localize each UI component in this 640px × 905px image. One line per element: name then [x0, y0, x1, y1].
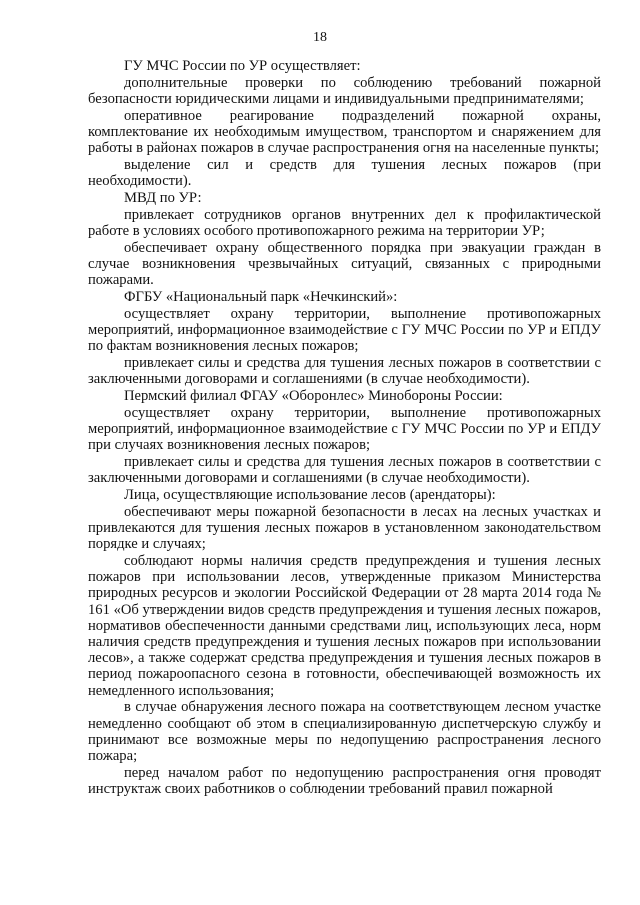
paragraph: Пермский филиал ФГАУ «Оборонлес» Минобороны России:: [124, 388, 503, 404]
paragraph: дополнительные проверки по соблюдению требований пожарной безопасности юридическими лицами и индивидуальными предпринимателями;: [88, 74, 601, 107]
paragraph: выделение сил и средств для тушения лесных пожаров (при необходимости).: [88, 157, 601, 190]
paragraph: осуществляет охрану территории, выполнение противопожарных мероприятий, информационное взаимодействие с ГУ МЧС России по УР и ЕПДУ при случаях возникновения лесных пожаров;: [88, 404, 601, 454]
paragraph: оперативное реагирование подразделений пожарной охраны, комплектование их необходимым имуществом, транспортом и снаряжением для работы в районах пожаров в случае распространения огня на населенные пункты;: [88, 107, 601, 157]
paragraph: осуществляет охрану территории, выполнение противопожарных мероприятий, информационное взаимодействие с ГУ МЧС России по УР и ЕПДУ по фактам возникновения лесных пожаров;: [88, 305, 601, 355]
paragraph: привлекает сотрудников органов внутренних дел к профилактической работе в условиях особого противопожарного режима на территории УР;: [88, 206, 601, 239]
paragraph: в случае обнаружения лесного пожара на соответствующем лесном участке немедленно сообщают об этом в специализированную диспетчерскую службу и принимают все возможные меры по недопущению распространения лесного пожара;: [88, 699, 601, 765]
paragraph: привлекает силы и средства для тушения лесных пожаров в соответствии с заключенными договорами и соглашениями (в случае необходимости).: [88, 454, 601, 487]
paragraph: ГУ МЧС России по УР осуществляет:: [124, 58, 361, 74]
document-body: [88, 58, 601, 798]
paragraph: перед началом работ по недопущению распространения огня проводят инструктаж своих работников о соблюдении требований правил пожарной: [88, 764, 601, 798]
paragraph: обеспечивает охрану общественного порядка при эвакуации граждан в случае возникновения чрезвычайных ситуаций, связанных с природными пожарами.: [88, 239, 601, 289]
paragraph: соблюдают нормы наличия средств предупреждения и тушения лесных пожаров при использовании лесов, утвержденные приказом Министерства природных ресурсов и экологии Российской Федерации от 28 марта 2014 года № 161 «Об утверждении видов средств предупреждения и тушения лесных пожаров, нормативов обеспеченности данными средствами лиц, использующих леса, норм наличия средств предупреждения и тушения лесных пожаров при использовании лесов», а также содержат средства предупреждения и тушения лесных пожаров в период пожароопасного сезона в готовности, обеспечивающей возможность их немедленного использования;: [88, 553, 601, 699]
paragraph: обеспечивают меры пожарной безопасности в лесах на лесных участках и привлекаются для тушения лесных пожаров в установленном законодательством порядке и случаях;: [88, 503, 601, 553]
paragraph: Лица, осуществляющие использование лесов (арендаторы):: [124, 487, 496, 503]
page-number: 18: [313, 30, 327, 45]
paragraph: МВД по УР:: [124, 190, 202, 206]
paragraph: ФГБУ «Национальный парк «Нечкинский»:: [124, 289, 398, 305]
paragraph: привлекает силы и средства для тушения лесных пожаров в соответствии с заключенными договорами и соглашениями (в случае необходимости).: [88, 355, 601, 388]
